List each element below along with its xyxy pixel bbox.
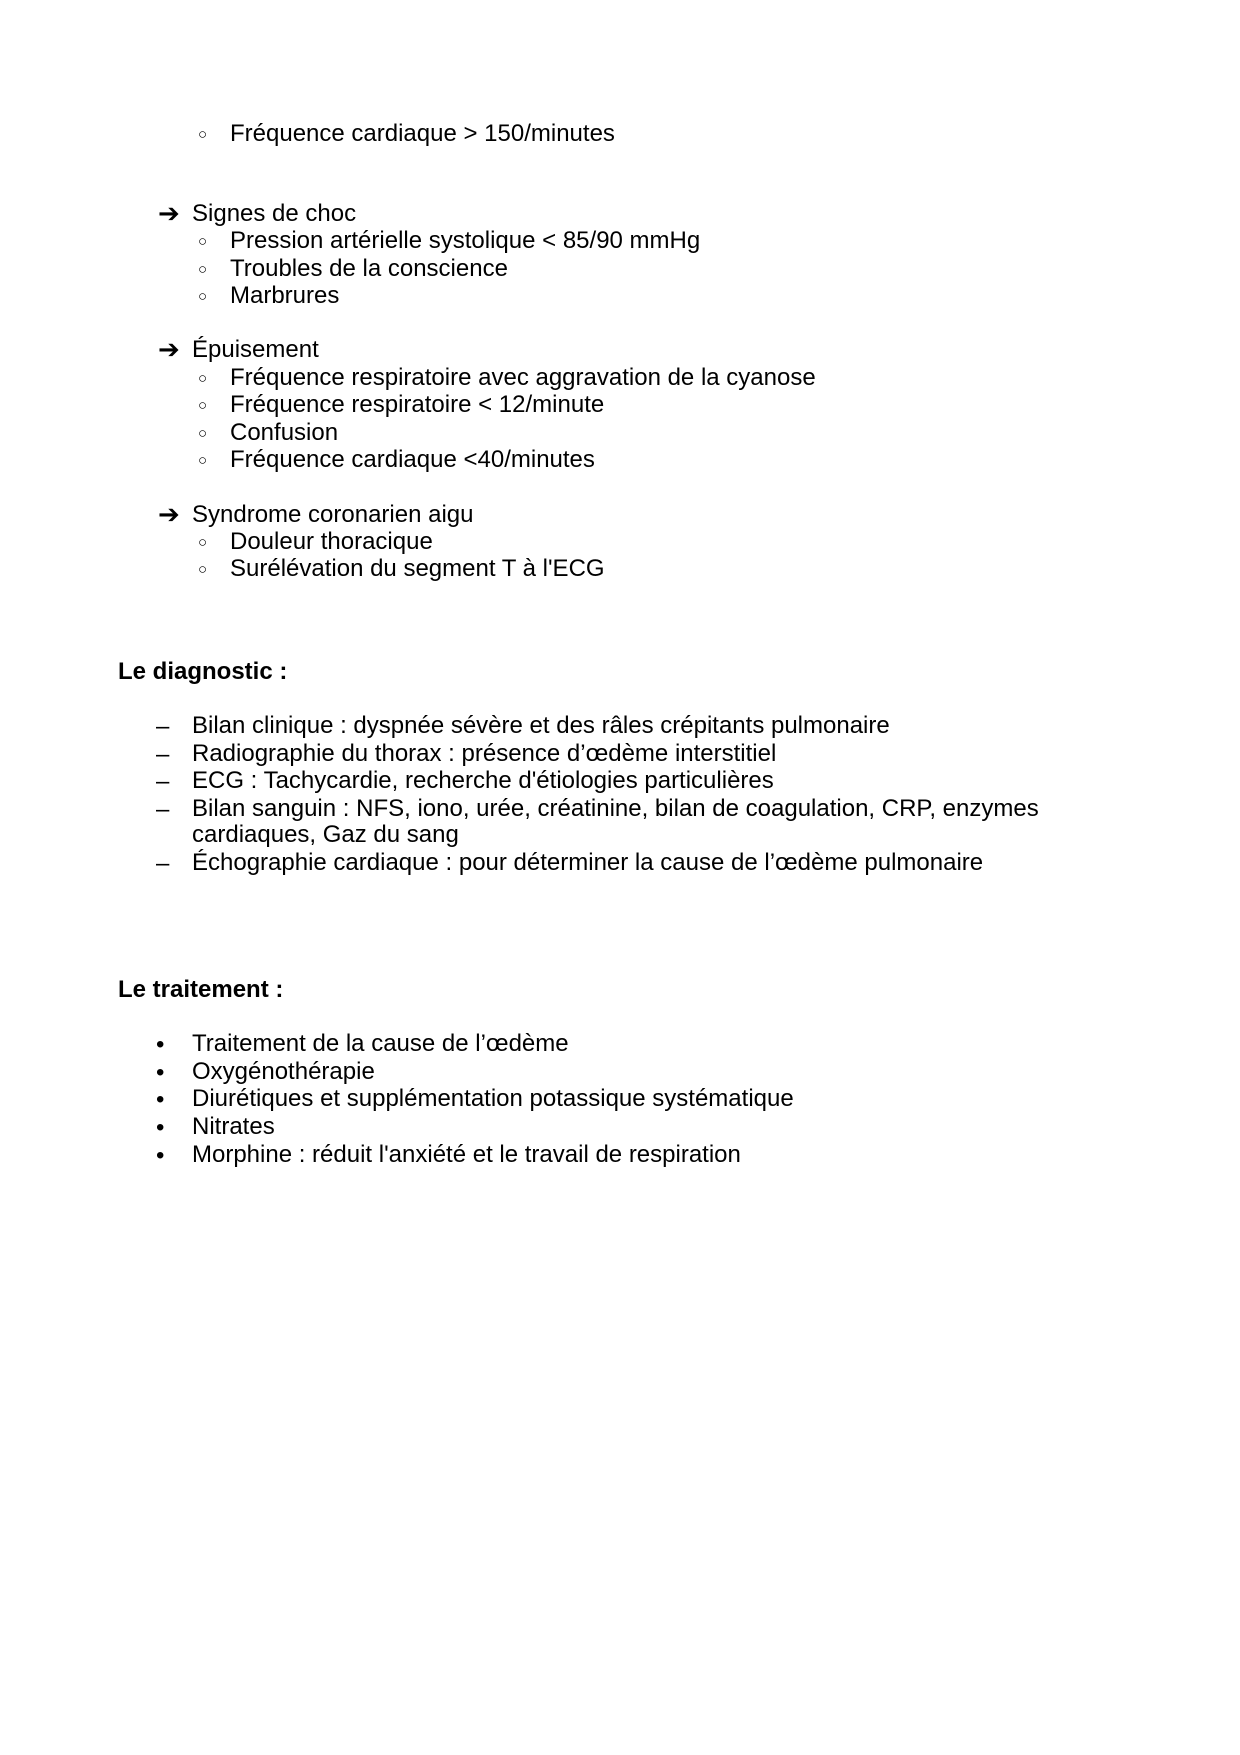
list-item: Traitement de la cause de l’œdème (192, 1030, 569, 1057)
dash-bullet-icon: – (156, 713, 170, 740)
list-item: ECG : Tachycardie, recherche d'étiologies particulières (192, 767, 774, 794)
arrow-bullet-icon: ➔ (158, 499, 180, 529)
circle-bullet-icon: ○ (198, 370, 208, 387)
list-item: Bilan sanguin : NFS, iono, urée, créatinine, bilan de coagulation, CRP, enzymes (192, 795, 1039, 822)
arrow-bullet-icon: ➔ (158, 198, 180, 228)
sub-list-item: Confusion (230, 419, 339, 446)
sub-list-item: Marbrures (230, 282, 340, 309)
list-item: Oxygénothérapie (192, 1058, 375, 1085)
sub-list-item: Troubles de la conscience (230, 255, 508, 282)
dot-bullet-icon: • (156, 1031, 165, 1058)
group-title: Syndrome coronarien aigu (192, 501, 474, 528)
circle-bullet-icon: ○ (198, 452, 208, 469)
circle-bullet-icon: ○ (198, 233, 208, 250)
list-item: Nitrates (192, 1113, 275, 1140)
dot-bullet-icon: • (156, 1086, 165, 1113)
dash-bullet-icon: – (156, 741, 170, 768)
dash-bullet-icon: – (156, 850, 170, 877)
dash-bullet-icon: – (156, 768, 170, 795)
circle-bullet-icon: ○ (198, 561, 208, 578)
sub-list-item: Fréquence respiratoire avec aggravation de la cyanose (230, 364, 816, 391)
circle-bullet-icon: ○ (198, 288, 208, 305)
arrow-bullet-icon: ➔ (158, 334, 180, 364)
group-title: Épuisement (192, 336, 319, 363)
circle-bullet-icon: ○ (198, 126, 208, 143)
sub-list-item: Fréquence cardiaque > 150/minutes (230, 120, 615, 147)
section-heading-traitement: Le traitement : (118, 976, 284, 1003)
circle-bullet-icon: ○ (198, 425, 208, 442)
list-item: Morphine : réduit l'anxiété et le travail de respiration (192, 1141, 741, 1168)
sub-list-item: Fréquence respiratoire < 12/minute (230, 391, 605, 418)
sub-list-item: Douleur thoracique (230, 528, 433, 555)
sub-list-item: Pression artérielle systolique < 85/90 mmHg (230, 227, 701, 254)
dot-bullet-icon: • (156, 1059, 165, 1086)
dot-bullet-icon: • (156, 1114, 165, 1141)
list-item: Échographie cardiaque : pour déterminer la cause de l’œdème pulmonaire (192, 849, 984, 876)
sub-list-item: Surélévation du segment T à l'ECG (230, 555, 605, 582)
dash-bullet-icon: – (156, 796, 170, 823)
circle-bullet-icon: ○ (198, 261, 208, 278)
circle-bullet-icon: ○ (198, 397, 208, 414)
list-item: Diurétiques et supplémentation potassique systématique (192, 1085, 794, 1112)
group-title: Signes de choc (192, 200, 357, 227)
circle-bullet-icon: ○ (198, 534, 208, 551)
list-item: Radiographie du thorax : présence d’œdème interstitiel (192, 740, 777, 767)
section-heading-diagnostic: Le diagnostic : (118, 658, 288, 685)
list-item: Bilan clinique : dyspnée sévère et des râles crépitants pulmonaire (192, 712, 890, 739)
sub-list-item: Fréquence cardiaque <40/minutes (230, 446, 595, 473)
dot-bullet-icon: • (156, 1142, 165, 1169)
list-item-continuation: cardiaques, Gaz du sang (192, 821, 459, 848)
